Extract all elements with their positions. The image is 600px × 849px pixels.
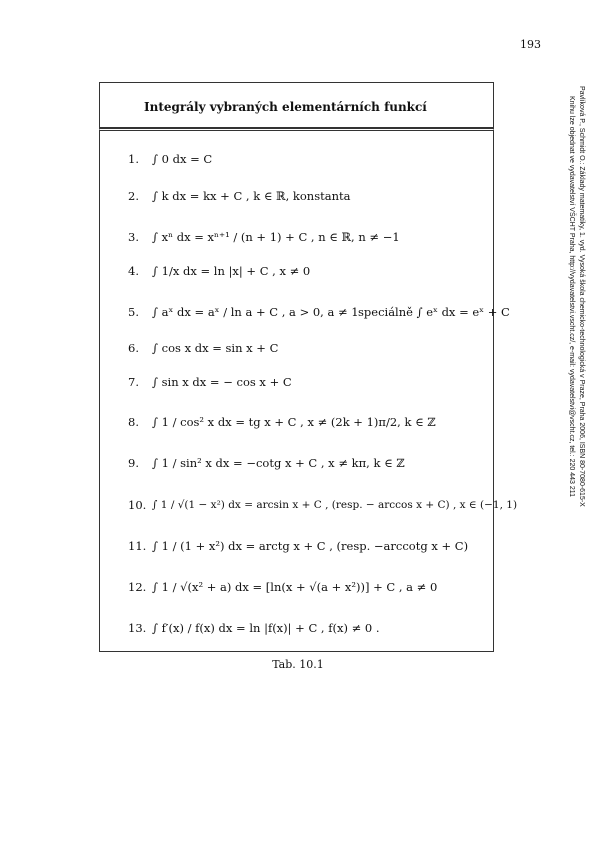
formula-number: 3. [128, 230, 139, 244]
formula-number: 7. [128, 375, 139, 389]
formula-row [128, 189, 350, 203]
formula-row [128, 375, 292, 389]
formula-table [99, 128, 494, 652]
formula-row [128, 264, 310, 278]
formula-row [128, 415, 436, 429]
table-caption [0, 658, 600, 671]
formula-expression: ∫ sin x dx = − cos x + C [152, 375, 292, 389]
formula-row [128, 580, 437, 594]
formula-expression: ∫ f′(x) / f(x) dx = ln |f(x)| + C , f(x) ≠ 0 . [152, 621, 380, 635]
formula-number: 13. [128, 621, 147, 635]
formula-expression: ∫ 1 / cos² x dx = tg x + C , x ≠ (2k + 1)π/2, k ∈ ℤ [152, 415, 436, 429]
formula-expression: ∫ 1/x dx = ln |x| + C , x ≠ 0 [152, 264, 311, 278]
formula-number: 10. [128, 498, 147, 512]
formula-row [128, 456, 405, 470]
formula-special-case: speciálně ∫ eˣ dx = eˣ + C [358, 305, 510, 319]
formula-row [128, 621, 380, 635]
formula-number: 1. [128, 152, 139, 166]
formula-expression: ∫ xⁿ dx = xⁿ⁺¹ / (n + 1) + C , n ∈ ℝ, n ≠ −1 [152, 230, 400, 244]
formula-expression: ∫ 1 / (1 + x²) dx = arctg x + C , (resp. −arccotg x + C) [152, 539, 469, 553]
formula-number: 6. [128, 341, 139, 355]
formula-row [128, 152, 212, 166]
page-number: 193 [520, 38, 541, 51]
formula-number: 5. [128, 305, 139, 319]
formula-row [128, 230, 400, 244]
formula-expression: ∫ 1 / √(1 − x²) dx = arcsin x + C , (resp. − arccos x + C) , x ∈ (−1, 1) [152, 499, 518, 511]
formula-number: 8. [128, 415, 139, 429]
side-note-line-2: Knihu lze objednat ve vydavatelství VŠCHT Praha, http://vydavatelstvi.vscht.cz/, e-mail: vydavatelstvi@vscht.cz, tel.: 220 443 211 [568, 96, 575, 497]
formula-expression: ∫ 1 / √(x² + a) dx = [ln(x + √(a + x²))] + C , a ≠ 0 [152, 580, 438, 594]
formula-row [128, 498, 517, 512]
table-header [99, 82, 494, 128]
formula-number: 11. [128, 539, 147, 553]
formula-number: 4. [128, 264, 139, 278]
formula-expression: ∫ 1 / sin² x dx = −cotg x + C , x ≠ kπ, k ∈ ℤ [152, 456, 405, 470]
formula-number: 2. [128, 189, 139, 203]
formula-row [128, 539, 468, 553]
formula-row [128, 305, 510, 319]
side-note-line-1: Pavlíková P., Schmidt O.: Základy matematiky, 1. vyd. Vysoká škola chemicko-technologická v Praze, Praha 2006, ISBN 80-7080-615-X [578, 86, 585, 507]
formula-expression: ∫ k dx = kx + C , k ∈ ℝ, konstanta [152, 189, 351, 203]
side-note [566, 86, 586, 606]
formula-number: 9. [128, 456, 139, 470]
table-caption-text: Tab. 10.1 [272, 658, 324, 671]
formula-row [128, 341, 278, 355]
formula-expression: ∫ aˣ dx = aˣ / ln a + C , a > 0, a ≠ 1 [152, 305, 359, 319]
formula-expression: ∫ 0 dx = C [152, 152, 213, 166]
formula-expression: ∫ cos x dx = sin x + C [152, 341, 279, 355]
table-title: Integrály vybraných elementárních funkcí [144, 100, 427, 114]
formula-number: 12. [128, 580, 147, 594]
